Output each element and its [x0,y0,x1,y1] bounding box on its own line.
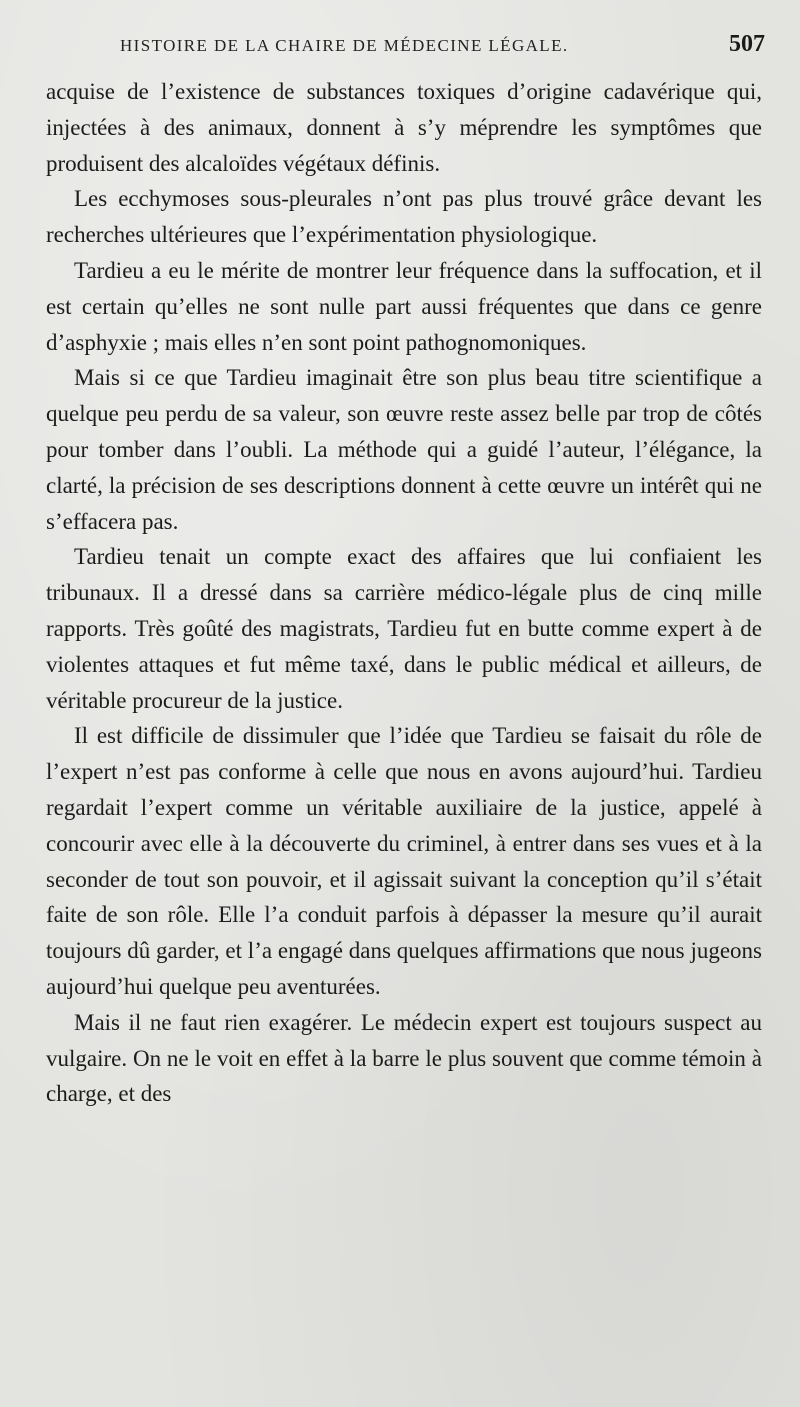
paragraph: Il est difficile de dissimuler que l’idée que Tardieu se faisait du rôle de l’expert n’est pas conforme à celle que nous en avons aujourd’hui. Tardieu regardait l’expert comme un véritable auxiliaire de la justice, appelé à concourir avec elle à la découverte du criminel, à entrer dans ses vues et à la seconder de tout son pouvoir, et il agissait suivant la conception qu’il s’était faite de son rôle. Elle l’a conduit parfois à dépasser la mesure qu’il aurait toujours dû garder, et l’a engagé dans quelques affirmations que nous jugeons aujourd’hui quelque peu aventurées. [46,723,762,999]
paragraph: Mais il ne faut rien exagérer. Le médecin expert est toujours suspect au vulgaire. On ne le voit en effet à la barre le plus souvent que comme témoin à charge, et des [46,1009,762,1107]
paragraph: Les ecchymoses sous-pleurales n’ont pas plus trouvé grâce devant les recherches ultérieures que l’expérimentation physiologique. [46,186,762,248]
paragraph: Mais si ce que Tardieu imaginait être son plus beau titre scientifique a quelque peu perdu de sa valeur, son œuvre reste assez belle par trop de côtés pour tomber dans l’oubli. La méthode qui a guidé l’auteur, l’élégance, la clarté, la précision de ses descriptions donnent à cette œuvre un intérêt qui ne s’effacera pas. [46,365,762,534]
paragraph: acquise de l’existence de substances toxiques d’origine cadavérique qui, injectées à des animaux, donnent à s’y méprendre les symptômes que produisent des alcaloïdes végétaux définis. [46,79,762,176]
page-number: 507 [729,31,765,57]
paragraph: Tardieu tenait un compte exact des affaires que lui confiaient les tribunaux. Il a dressé dans sa carrière médico-légale plus de cinq mille rapports. Très goûté des magistrats, Tardieu fut en butte comme expert à de violentes attaques et fut même taxé, dans le public médical et ailleurs, de véritable procureur de la justice. [46,544,762,713]
body-text [46,74,762,1112]
paragraph: Tardieu a eu le mérite de montrer leur fréquence dans la suffocation, et il est certain qu’elles ne sont nulle part aussi fréquentes que dans ce genre d’asphyxie ; mais elles n’en sont point pathognomoniques. [46,257,762,355]
page-header [40,31,765,64]
running-title: HISTOIRE DE LA CHAIRE DE MÉDECINE LÉGALE. [120,36,569,55]
